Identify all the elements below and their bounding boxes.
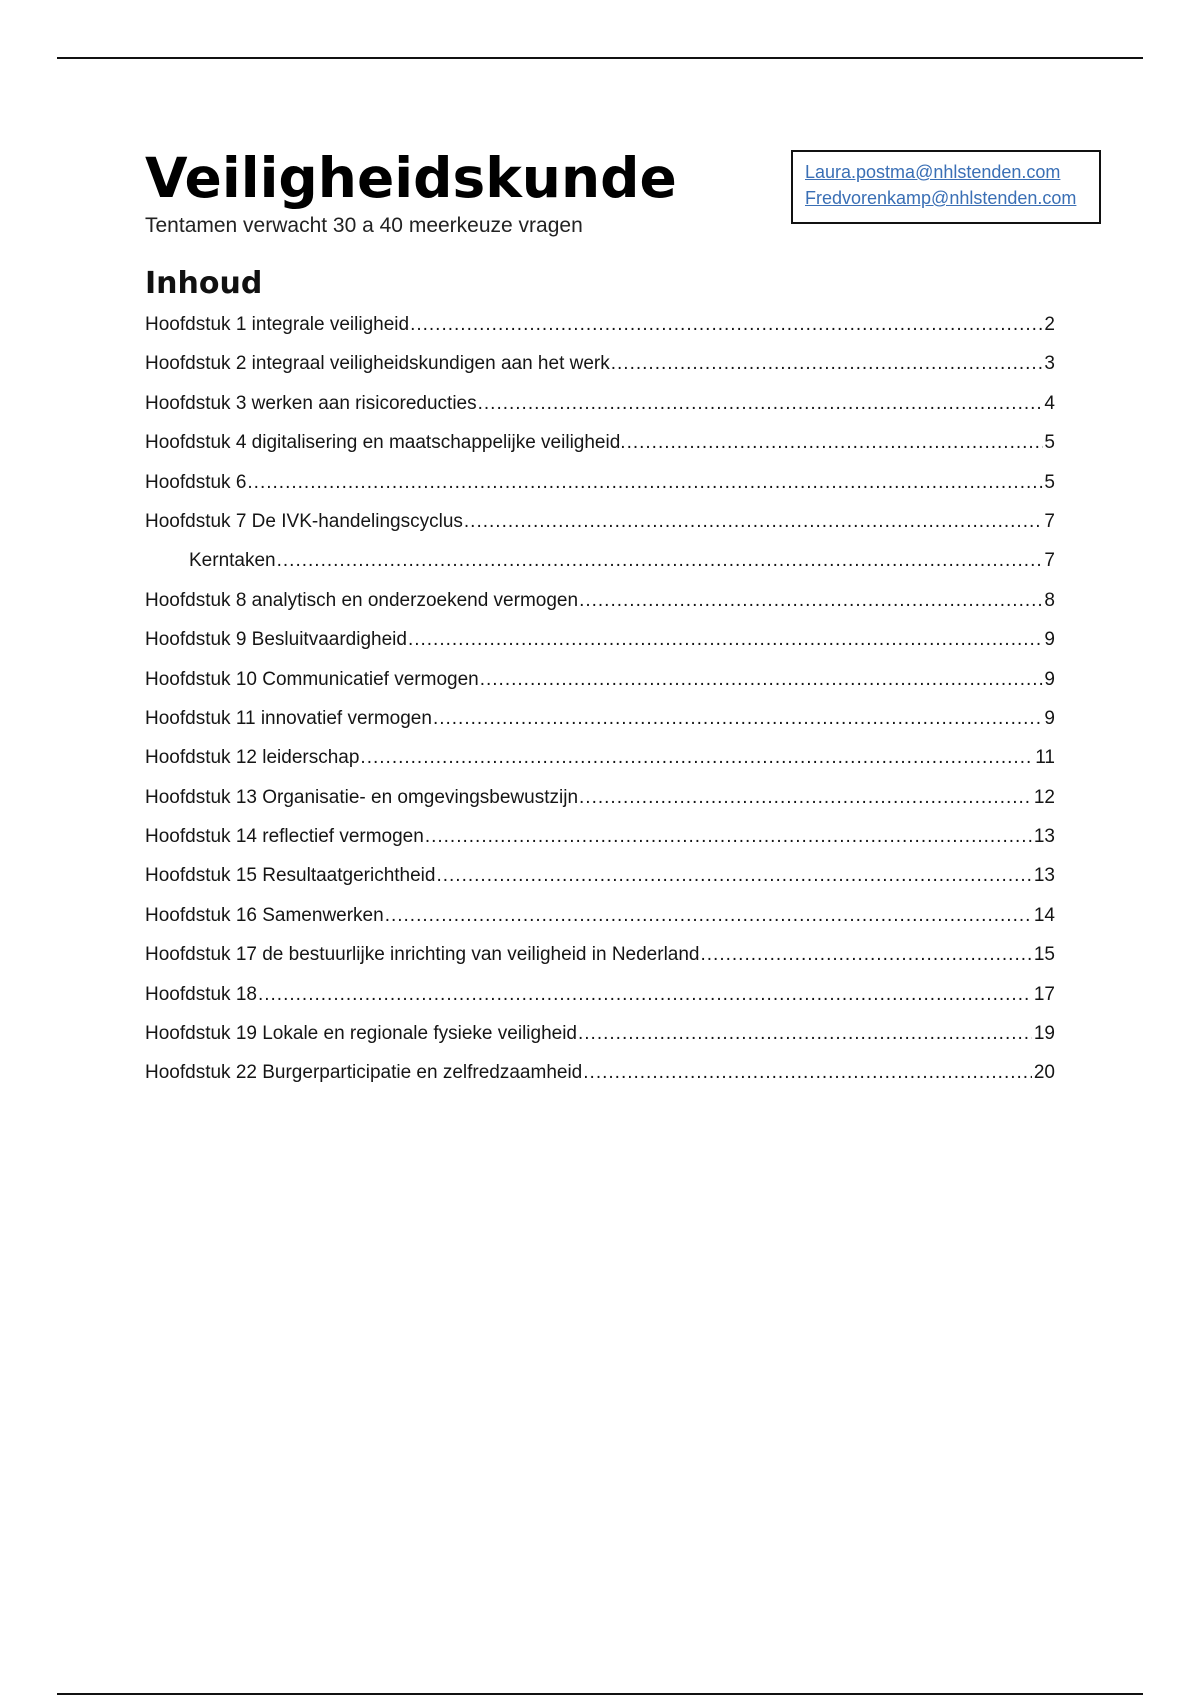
- toc-entry-title: Hoofdstuk 2 integraal veiligheidskundigen aan het werk: [145, 353, 610, 375]
- toc-entry[interactable]: [145, 984, 1055, 1023]
- toc-page-number: 17: [1033, 983, 1055, 1005]
- toc-page-number: 12: [1033, 786, 1055, 808]
- toc-dot-leader: [627, 432, 1043, 454]
- toc-page-number: 9: [1044, 668, 1055, 690]
- toc-entry-title: Hoofdstuk 22 Burgerparticipatie en zelfredzaamheid: [145, 1062, 583, 1084]
- toc-page-number: 2: [1044, 314, 1055, 335]
- toc-entry[interactable]: [145, 314, 1055, 353]
- toc-dot-leader: [583, 1062, 1032, 1084]
- toc-dot-leader: [611, 353, 1043, 375]
- toc-entry-title: Kerntaken: [189, 550, 276, 572]
- toc-dot-leader: [480, 669, 1043, 691]
- toc-entry-title: Hoofdstuk 4 digitalisering en maatschappelijke veiligheid.: [145, 432, 626, 454]
- toc-entry-title: Hoofdstuk 16 Samenwerken: [145, 904, 384, 926]
- toc-entry-title: Hoofdstuk 18: [145, 983, 257, 1005]
- toc-entry-title: Hoofdstuk 3 werken aan risicoreducties: [145, 392, 477, 414]
- toc-entry[interactable]: [145, 747, 1055, 786]
- toc-page-number: 11: [1035, 747, 1055, 769]
- toc-dot-leader: [436, 865, 1032, 887]
- toc-heading: Inhoud: [145, 266, 263, 301]
- toc-dot-leader: [579, 787, 1032, 809]
- toc-page-number: 8: [1044, 589, 1055, 611]
- toc-entry[interactable]: [145, 353, 1055, 392]
- toc-page-number: 3: [1044, 353, 1055, 375]
- toc-dot-leader: [701, 944, 1033, 966]
- toc-page-number: 13: [1033, 826, 1055, 848]
- toc-dot-leader: [258, 984, 1032, 1006]
- toc-entry-title: Hoofdstuk 10 Communicatief vermogen: [145, 668, 479, 690]
- toc-page-number: 15: [1033, 944, 1055, 966]
- toc-dot-leader: [579, 590, 1043, 612]
- toc-entry-title: Hoofdstuk 6: [145, 471, 247, 493]
- toc-entry-title: Hoofdstuk 1 integrale veiligheid: [145, 314, 410, 335]
- toc-dot-leader: [464, 511, 1043, 533]
- toc-entry-title: Hoofdstuk 13 Organisatie- en omgevingsbewustzijn: [145, 786, 579, 808]
- toc-entry[interactable]: [145, 905, 1055, 944]
- toc-entry-title: Hoofdstuk 12 leiderschap: [145, 747, 360, 769]
- table-of-contents: [145, 314, 1055, 1102]
- toc-entry[interactable]: [145, 432, 1055, 471]
- toc-dot-leader: [408, 629, 1043, 651]
- toc-dot-leader: [360, 747, 1032, 769]
- toc-page-number: 13: [1033, 865, 1055, 887]
- toc-entry[interactable]: [145, 1062, 1055, 1101]
- toc-entry[interactable]: [145, 944, 1055, 983]
- toc-page-number: 7: [1044, 550, 1055, 572]
- toc-entry[interactable]: [145, 865, 1055, 904]
- toc-entry[interactable]: [145, 669, 1055, 708]
- toc-dot-leader: [425, 826, 1032, 848]
- toc-page-number: 5: [1044, 432, 1055, 454]
- toc-dot-leader: [385, 905, 1032, 927]
- toc-dot-leader: [410, 314, 1043, 336]
- toc-dot-leader: [578, 1023, 1032, 1045]
- document-title: Veiligheidskunde: [145, 146, 677, 210]
- toc-entry[interactable]: [145, 590, 1055, 629]
- toc-entry-title: Hoofdstuk 11 innovatief vermogen: [145, 707, 432, 729]
- toc-dot-leader: [433, 708, 1043, 730]
- toc-entry[interactable]: [145, 511, 1055, 550]
- toc-entry[interactable]: [145, 550, 1055, 589]
- toc-entry-title: Hoofdstuk 17 de bestuurlijke inrichting van veiligheid in Nederland: [145, 944, 700, 966]
- toc-dot-leader: [247, 472, 1043, 494]
- toc-page-number: 20: [1033, 1062, 1055, 1084]
- toc-page-number: 4: [1044, 392, 1055, 414]
- toc-entry[interactable]: [145, 787, 1055, 826]
- toc-entry[interactable]: [145, 826, 1055, 865]
- toc-entry[interactable]: [145, 472, 1055, 511]
- toc-dot-leader: [478, 393, 1043, 415]
- toc-entry[interactable]: [145, 1023, 1055, 1062]
- toc-entry-title: Hoofdstuk 14 reflectief vermogen: [145, 826, 424, 848]
- contact-email-link[interactable]: Laura.postma@nhlstenden.com: [805, 162, 1061, 182]
- toc-entry-title: Hoofdstuk 19 Lokale en regionale fysieke veiligheid: [145, 1023, 577, 1045]
- toc-page-number: 7: [1044, 510, 1055, 532]
- top-divider: [57, 57, 1143, 59]
- toc-page-number: 9: [1044, 629, 1055, 651]
- document-subtitle: Tentamen verwacht 30 a 40 meerkeuze vragen: [145, 214, 583, 237]
- toc-entry-title: Hoofdstuk 8 analytisch en onderzoekend vermogen: [145, 589, 579, 611]
- toc-page-number: 9: [1044, 707, 1055, 729]
- toc-entry-title: Hoofdstuk 15 Resultaatgerichtheid: [145, 865, 436, 887]
- toc-page-number: 5: [1044, 471, 1055, 493]
- toc-entry[interactable]: [145, 629, 1055, 668]
- toc-entry-title: Hoofdstuk 7 De IVK-handelingscyclus: [145, 510, 463, 532]
- toc-entry-title: Hoofdstuk 9 Besluitvaardigheid: [145, 629, 407, 651]
- toc-entry[interactable]: [145, 708, 1055, 747]
- bottom-divider: [57, 1693, 1143, 1695]
- contact-email-link[interactable]: Fredvorenkamp@nhlstenden.com: [805, 188, 1077, 208]
- contact-box: [791, 150, 1101, 224]
- toc-page-number: 19: [1033, 1023, 1055, 1045]
- toc-dot-leader: [277, 550, 1043, 572]
- toc-entry[interactable]: [145, 393, 1055, 432]
- toc-page-number: 14: [1033, 904, 1055, 926]
